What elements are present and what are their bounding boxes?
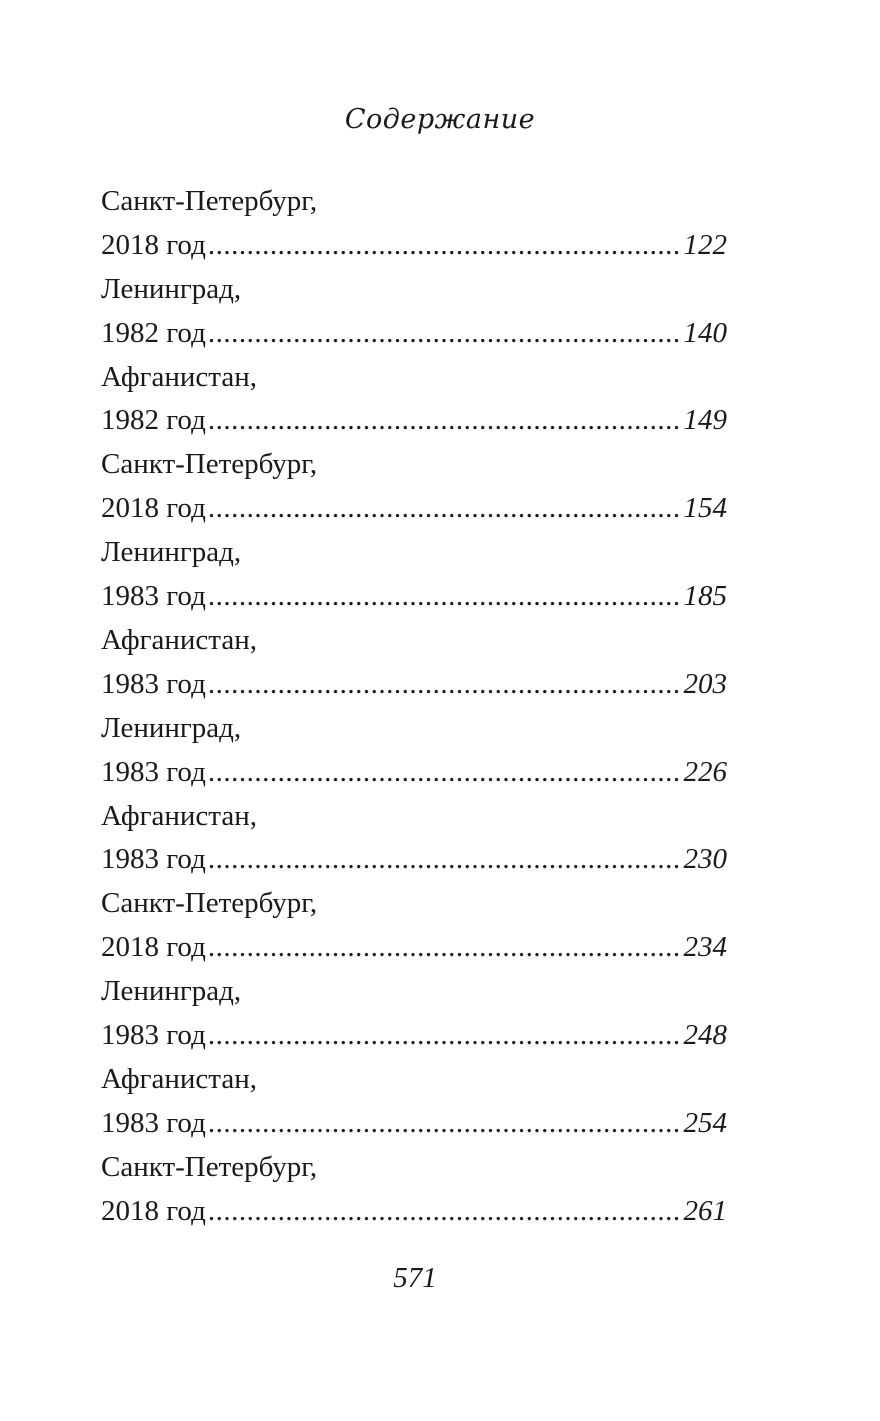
entry-line bbox=[101, 1102, 727, 1146]
entry-page-number: 203 bbox=[683, 667, 727, 700]
entry-year: 2018 год bbox=[101, 1194, 206, 1227]
entry-page-number: 248 bbox=[683, 1019, 727, 1052]
entry-year: 1982 год bbox=[101, 316, 206, 349]
entry-page-number: 230 bbox=[683, 843, 727, 876]
dot-leader bbox=[208, 487, 682, 531]
dot-leader bbox=[208, 751, 682, 795]
dot-leader bbox=[208, 312, 682, 356]
entry-year: 2018 год bbox=[101, 228, 206, 261]
entry-title: Ленинград, bbox=[101, 536, 242, 569]
toc-entry bbox=[101, 356, 727, 444]
entry-page-number: 140 bbox=[683, 316, 727, 349]
entry-title: Афганистан, bbox=[101, 1062, 257, 1095]
entry-year: 2018 год bbox=[101, 492, 206, 525]
entry-title: Санкт-Петербург, bbox=[101, 1150, 318, 1183]
toc-entry bbox=[101, 795, 727, 883]
entry-line bbox=[101, 663, 727, 707]
toc-entry bbox=[101, 531, 727, 619]
entry-line bbox=[101, 1190, 727, 1234]
dot-leader bbox=[208, 399, 682, 443]
entry-page-number: 234 bbox=[683, 931, 727, 964]
entry-line bbox=[101, 312, 727, 356]
toc-entry bbox=[101, 1146, 727, 1234]
dot-leader bbox=[208, 1014, 682, 1058]
entry-title: Санкт-Петербург, bbox=[101, 448, 318, 481]
entry-title: Ленинград, bbox=[101, 975, 242, 1008]
toc-entry bbox=[101, 1058, 727, 1146]
entry-line bbox=[101, 926, 727, 970]
entry-page-number: 122 bbox=[683, 228, 727, 261]
toc-entry bbox=[101, 707, 727, 795]
dot-leader bbox=[208, 1190, 682, 1234]
entry-title: Ленинград, bbox=[101, 272, 242, 305]
toc-entry bbox=[101, 268, 727, 356]
entry-page-number: 226 bbox=[683, 755, 727, 788]
table-of-contents bbox=[101, 180, 727, 1234]
entry-page-number: 185 bbox=[683, 580, 727, 613]
toc-entry bbox=[101, 882, 727, 970]
entry-line bbox=[101, 751, 727, 795]
entry-line bbox=[101, 224, 727, 268]
entry-line bbox=[101, 575, 727, 619]
page-number: 571 bbox=[393, 1262, 437, 1294]
entry-year: 1983 год bbox=[101, 1106, 206, 1139]
entry-page-number: 149 bbox=[683, 404, 727, 437]
toc-entry bbox=[101, 970, 727, 1058]
entry-title: Афганистан, bbox=[101, 799, 257, 832]
entry-page-number: 154 bbox=[683, 492, 727, 525]
dot-leader bbox=[208, 926, 682, 970]
entry-line bbox=[101, 838, 727, 882]
entry-line bbox=[101, 399, 727, 443]
dot-leader bbox=[208, 1102, 682, 1146]
entry-title: Санкт-Петербург, bbox=[101, 185, 318, 217]
entry-title: Афганистан, bbox=[101, 360, 257, 393]
entry-title: Ленинград, bbox=[101, 711, 242, 744]
entry-year: 1983 год bbox=[101, 667, 206, 700]
toc-entry bbox=[101, 619, 727, 707]
entry-year: 1982 год bbox=[101, 404, 206, 437]
entry-year: 2018 год bbox=[101, 931, 206, 964]
entry-year: 1983 год bbox=[101, 755, 206, 788]
entry-title: Санкт-Петербург, bbox=[101, 887, 318, 920]
toc-entry bbox=[101, 443, 727, 531]
dot-leader bbox=[208, 224, 682, 268]
entry-year: 1983 год bbox=[101, 1019, 206, 1052]
entry-page-number: 254 bbox=[683, 1106, 727, 1139]
entry-line bbox=[101, 487, 727, 531]
running-head: Содержание bbox=[344, 104, 536, 135]
dot-leader bbox=[208, 838, 682, 882]
entry-line bbox=[101, 1014, 727, 1058]
entry-year: 1983 год bbox=[101, 580, 206, 613]
entry-year: 1983 год bbox=[101, 843, 206, 876]
entry-title: Афганистан, bbox=[101, 623, 257, 656]
dot-leader bbox=[208, 575, 682, 619]
entry-page-number: 261 bbox=[683, 1194, 727, 1227]
toc-entry bbox=[101, 180, 727, 268]
dot-leader bbox=[208, 663, 682, 707]
